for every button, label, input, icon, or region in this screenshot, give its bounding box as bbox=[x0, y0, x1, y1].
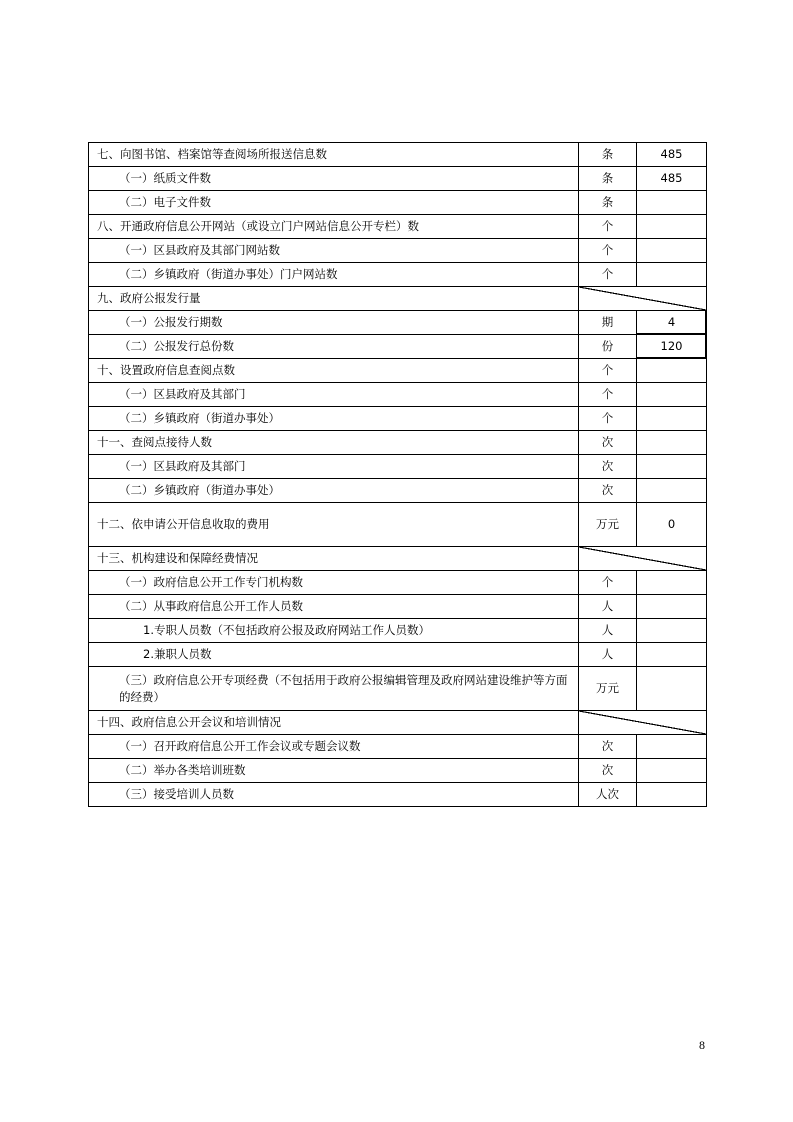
table-row bbox=[89, 335, 707, 359]
row-unit: 条 bbox=[579, 143, 637, 167]
table-row bbox=[89, 759, 707, 783]
row-unit: 次 bbox=[579, 479, 637, 503]
table-row bbox=[89, 191, 707, 215]
table-row bbox=[89, 239, 707, 263]
row-label bbox=[89, 167, 579, 191]
row-label bbox=[89, 335, 579, 359]
row-label bbox=[89, 239, 579, 263]
row-value[interactable] bbox=[637, 759, 707, 783]
row-value[interactable] bbox=[637, 667, 707, 711]
government-info-disclosure-table bbox=[88, 142, 707, 807]
row-unit: 个 bbox=[579, 239, 637, 263]
row-value[interactable] bbox=[637, 431, 707, 455]
row-unit: 人 bbox=[579, 643, 637, 667]
row-unit: 个 bbox=[579, 215, 637, 239]
row-label-text: （二）乡镇政府（街道办事处） bbox=[119, 411, 280, 426]
row-label bbox=[89, 287, 579, 311]
row-label bbox=[89, 547, 579, 571]
row-label bbox=[89, 783, 579, 807]
row-value[interactable] bbox=[637, 215, 707, 239]
row-value[interactable] bbox=[637, 407, 707, 431]
row-label bbox=[89, 479, 579, 503]
row-label bbox=[89, 311, 579, 335]
row-unit: 人次 bbox=[579, 783, 637, 807]
row-label bbox=[89, 643, 579, 667]
table-row bbox=[89, 143, 707, 167]
row-value[interactable] bbox=[637, 783, 707, 807]
table-row bbox=[89, 783, 707, 807]
table-row bbox=[89, 455, 707, 479]
row-label-text: 八、开通政府信息公开网站（或设立门户网站信息公开专栏）数 bbox=[97, 219, 419, 234]
table-row bbox=[89, 479, 707, 503]
row-label-text: （二）乡镇政府（街道办事处）门户网站数 bbox=[119, 267, 338, 282]
row-slash-cell bbox=[579, 711, 707, 735]
row-label bbox=[89, 455, 579, 479]
row-value[interactable]: 485 bbox=[637, 167, 707, 191]
row-label-text: 2.兼职人员数 bbox=[143, 647, 212, 662]
table-row bbox=[89, 711, 707, 735]
row-value[interactable]: 4 bbox=[637, 311, 707, 335]
table-row bbox=[89, 167, 707, 191]
table-row bbox=[89, 359, 707, 383]
table-row bbox=[89, 407, 707, 431]
row-label-text: 十二、依申请公开信息收取的费用 bbox=[97, 517, 270, 532]
row-unit: 次 bbox=[579, 431, 637, 455]
row-slash-cell bbox=[579, 547, 707, 571]
row-unit: 个 bbox=[579, 359, 637, 383]
row-label-text: 十四、政府信息公开会议和培训情况 bbox=[97, 715, 281, 730]
table-row bbox=[89, 667, 707, 711]
row-value[interactable]: 120 bbox=[637, 335, 707, 359]
row-value[interactable] bbox=[637, 479, 707, 503]
row-label-text: 1.专职人员数（不包括政府公报及政府网站工作人员数） bbox=[143, 623, 430, 638]
table-row bbox=[89, 431, 707, 455]
row-label-text: 十、设置政府信息查阅点数 bbox=[97, 363, 235, 378]
row-label bbox=[89, 735, 579, 759]
row-unit: 万元 bbox=[579, 503, 637, 547]
row-value[interactable] bbox=[637, 571, 707, 595]
row-unit: 个 bbox=[579, 263, 637, 287]
table-row bbox=[89, 311, 707, 335]
row-value[interactable] bbox=[637, 359, 707, 383]
row-slash-cell bbox=[579, 287, 707, 311]
row-label-text: （二）从事政府信息公开工作人员数 bbox=[119, 599, 303, 614]
row-label-text: （三）接受培训人员数 bbox=[119, 787, 234, 802]
row-label bbox=[89, 503, 579, 547]
row-value[interactable] bbox=[637, 735, 707, 759]
row-unit: 次 bbox=[579, 735, 637, 759]
row-label bbox=[89, 407, 579, 431]
table-row bbox=[89, 595, 707, 619]
table-row bbox=[89, 571, 707, 595]
row-label-text: （一）区县政府及其部门 bbox=[119, 387, 246, 402]
table-row bbox=[89, 735, 707, 759]
row-unit: 个 bbox=[579, 383, 637, 407]
row-label-text: 七、向图书馆、档案馆等查阅场所报送信息数 bbox=[97, 147, 327, 162]
row-label bbox=[89, 359, 579, 383]
row-label-text: （二）电子文件数 bbox=[119, 195, 211, 210]
row-label-text: （三）政府信息公开专项经费（不包括用于政府公报编辑管理及政府网站建设维护等方面的经费） bbox=[119, 672, 568, 704]
row-label bbox=[89, 595, 579, 619]
row-label bbox=[89, 667, 579, 711]
row-label-text: （一）区县政府及其部门 bbox=[119, 459, 246, 474]
table-row bbox=[89, 383, 707, 407]
row-label-text: （一）区县政府及其部门网站数 bbox=[119, 243, 280, 258]
row-label-text: （二）举办各类培训班数 bbox=[119, 763, 246, 778]
table-row bbox=[89, 547, 707, 571]
table-row bbox=[89, 643, 707, 667]
row-value[interactable] bbox=[637, 191, 707, 215]
table-row bbox=[89, 503, 707, 547]
row-value[interactable] bbox=[637, 239, 707, 263]
row-label-text: （一）纸质文件数 bbox=[119, 171, 211, 186]
row-unit: 次 bbox=[579, 759, 637, 783]
table-row bbox=[89, 263, 707, 287]
row-label bbox=[89, 143, 579, 167]
row-unit: 条 bbox=[579, 191, 637, 215]
row-label-text: 十一、查阅点接待人数 bbox=[97, 435, 212, 450]
page-number: 8 bbox=[699, 1038, 705, 1052]
row-label-text: 十三、机构建设和保障经费情况 bbox=[97, 551, 258, 566]
row-label bbox=[89, 215, 579, 239]
row-value[interactable] bbox=[637, 619, 707, 643]
row-unit: 人 bbox=[579, 595, 637, 619]
row-label bbox=[89, 263, 579, 287]
row-label bbox=[89, 431, 579, 455]
row-label-text: （二）公报发行总份数 bbox=[119, 339, 234, 354]
row-value[interactable]: 0 bbox=[637, 503, 707, 547]
table-row bbox=[89, 215, 707, 239]
row-label bbox=[89, 383, 579, 407]
row-value[interactable] bbox=[637, 643, 707, 667]
row-value[interactable] bbox=[637, 263, 707, 287]
row-label bbox=[89, 711, 579, 735]
row-label bbox=[89, 759, 579, 783]
table-body bbox=[89, 143, 707, 807]
row-unit: 次 bbox=[579, 455, 637, 479]
row-unit: 万元 bbox=[579, 667, 637, 711]
row-unit: 人 bbox=[579, 619, 637, 643]
row-label bbox=[89, 571, 579, 595]
row-value[interactable] bbox=[637, 595, 707, 619]
row-value[interactable] bbox=[637, 383, 707, 407]
row-value[interactable] bbox=[637, 455, 707, 479]
row-unit: 份 bbox=[579, 335, 637, 359]
row-label-text: （一）召开政府信息公开工作会议或专题会议数 bbox=[119, 739, 361, 754]
row-label-text: （一）政府信息公开工作专门机构数 bbox=[119, 575, 303, 590]
row-unit: 个 bbox=[579, 571, 637, 595]
row-label bbox=[89, 619, 579, 643]
row-label-text: 九、政府公报发行量 bbox=[97, 291, 201, 306]
row-unit: 条 bbox=[579, 167, 637, 191]
row-unit: 期 bbox=[579, 311, 637, 335]
row-unit: 个 bbox=[579, 407, 637, 431]
row-label-text: （一）公报发行期数 bbox=[119, 315, 223, 330]
row-label bbox=[89, 191, 579, 215]
row-value[interactable]: 485 bbox=[637, 143, 707, 167]
table-row bbox=[89, 287, 707, 311]
row-label-text: （二）乡镇政府（街道办事处） bbox=[119, 483, 280, 498]
table-row bbox=[89, 619, 707, 643]
